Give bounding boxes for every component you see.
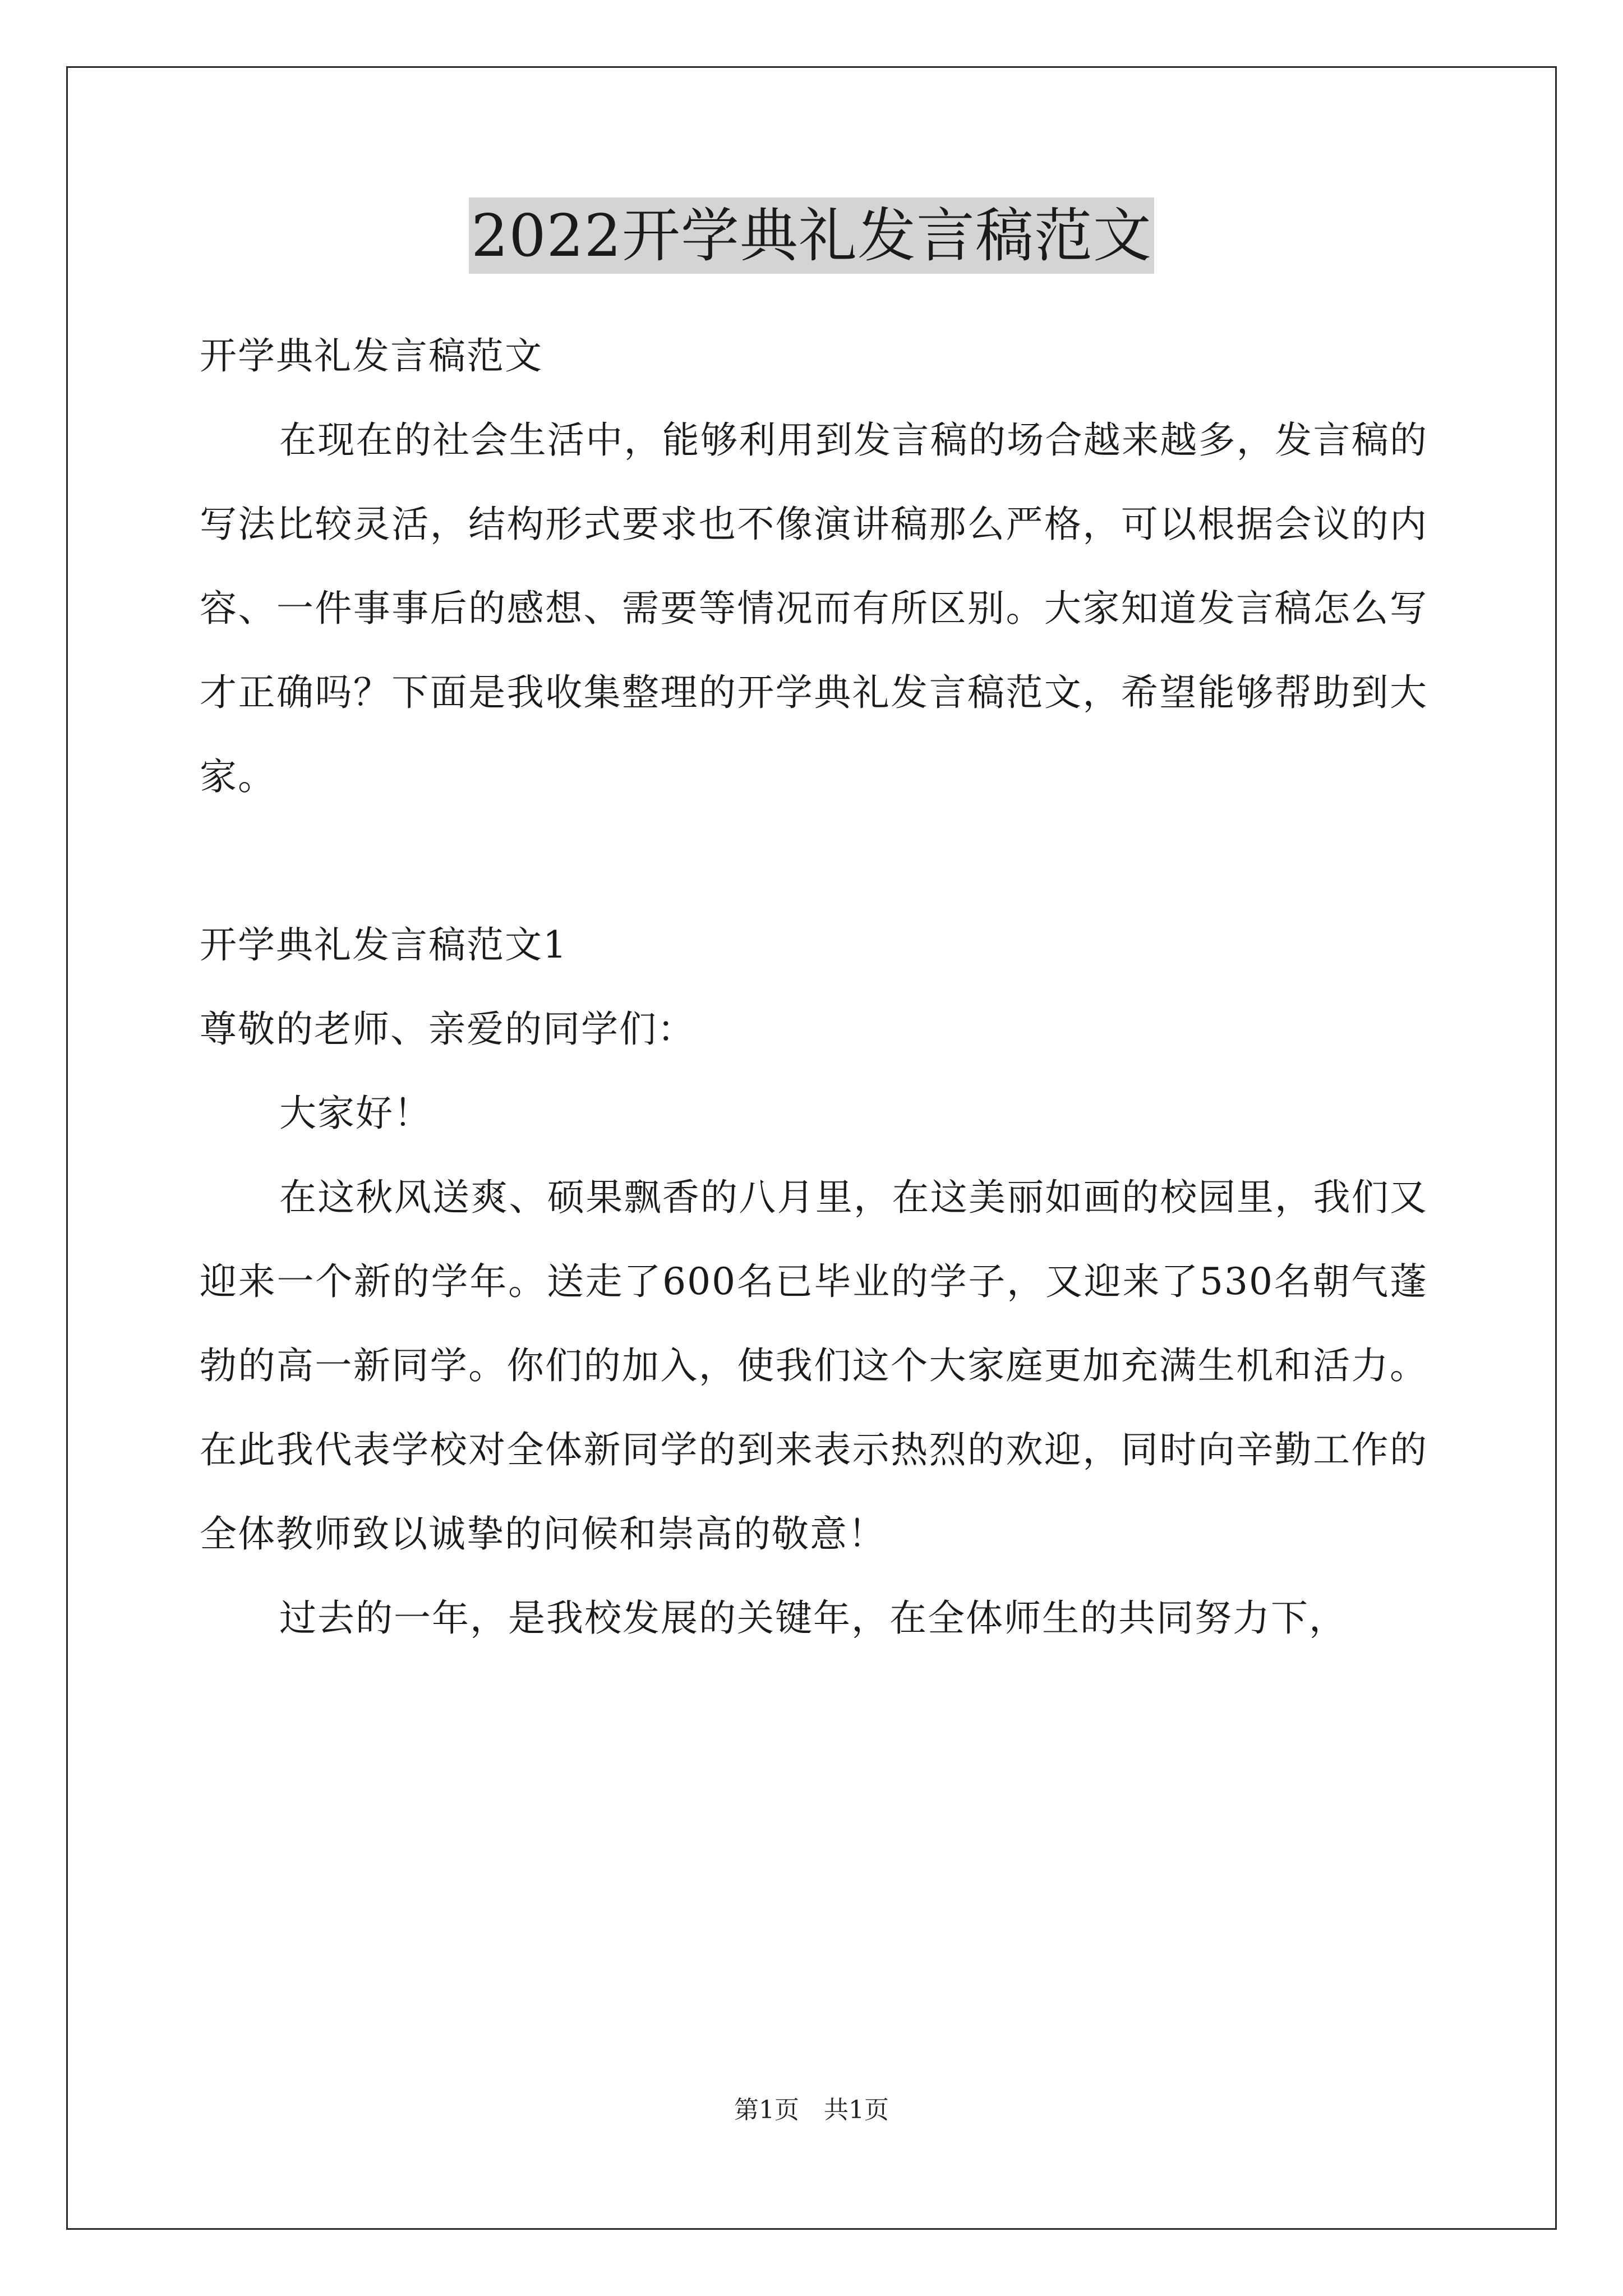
section-heading: 开学典礼发言稿范文1 [200, 923, 568, 967]
title-container [0, 197, 1623, 274]
body-paragraph-2: 过去的一年，是我校发展的关键年，在全体师生的共同努力下， [279, 1596, 1347, 1640]
document-body [200, 314, 1428, 1660]
body-paragraph-1: 在这秋风送爽、硕果飘香的八月里，在这美丽如画的校园里，我们又迎来一个新的学年。送走了600名已毕业的学子，又迎来了530名朝气蓬勃的高一新同学。你们的加入，使我们这个大家庭更加充满生机和活力。在此我代表学校对全体新同学的到来表示热烈的欢迎，同时向辛勤工作的全体教师致以诚挚的问候和崇高的敬意！ [200, 1176, 1428, 1556]
salutation: 尊敬的老师、亲爱的同学们： [200, 1007, 695, 1051]
spacer [200, 819, 1428, 903]
greeting: 大家好！ [279, 1092, 432, 1135]
subtitle: 开学典礼发言稿范文 [200, 334, 543, 378]
document-title: 2022开学典礼发言稿范文 [469, 197, 1154, 274]
page-footer: 第1页 共1页 [734, 2096, 889, 2124]
intro-paragraph: 在现在的社会生活中，能够利用到发言稿的场合越来越多，发言稿的写法比较灵活，结构形式要求也不像演讲稿那么严格，可以根据会议的内容、一件事事后的感想、需要等情况而有所区别。大家知道发言稿怎么写才正确吗？下面是我收集整理的开学典礼发言稿范文，希望能够帮助到大家。 [200, 418, 1428, 798]
